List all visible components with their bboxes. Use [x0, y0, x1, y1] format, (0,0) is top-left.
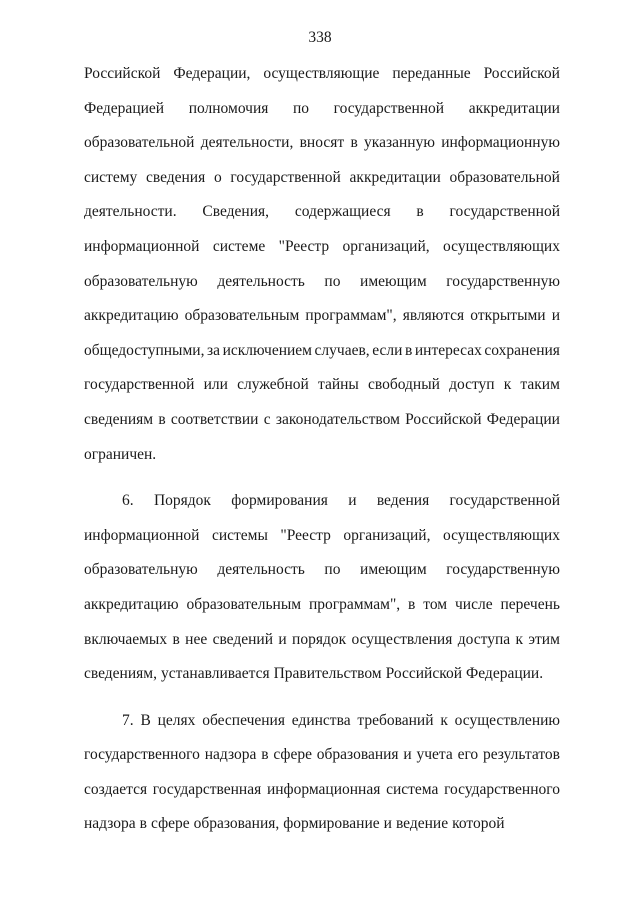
word: в	[350, 134, 358, 152]
text-line	[84, 526, 560, 561]
word: включаемых	[84, 630, 168, 648]
word: законодательством	[275, 410, 400, 428]
word: 6.	[122, 492, 134, 510]
word: информационная	[266, 780, 381, 798]
text-line	[84, 237, 560, 272]
word: сохранения	[484, 341, 560, 359]
text-line	[84, 272, 560, 307]
word: доступа	[457, 630, 511, 648]
word: осуществляющих	[442, 526, 560, 544]
word: исключением	[222, 341, 312, 359]
text-line	[84, 560, 560, 595]
word: образовательной	[84, 134, 195, 152]
word: аккредитации	[349, 168, 441, 186]
word: информационной	[84, 237, 200, 255]
text-line	[84, 99, 560, 134]
text-line	[84, 745, 560, 780]
word: свободный	[368, 376, 440, 394]
word: осуществляющие	[263, 65, 380, 82]
word: общедоступными,	[84, 341, 205, 359]
text-line	[84, 664, 560, 699]
word: государственной	[449, 492, 560, 510]
word: государственного	[84, 746, 200, 764]
word: сведениям,	[84, 665, 157, 683]
word: государственного	[444, 780, 560, 798]
word: тайны	[318, 376, 359, 394]
word: Российской	[483, 65, 560, 82]
word: числе	[455, 595, 493, 613]
paragraph	[84, 711, 560, 849]
word: аккредитации	[468, 99, 560, 117]
word: сфере	[151, 815, 190, 833]
word: доступ	[449, 376, 495, 394]
word: Федерации,	[173, 65, 251, 82]
text-line	[84, 306, 560, 341]
word: соответствии	[170, 410, 259, 428]
word: образования	[316, 746, 399, 764]
word: полномочия	[188, 99, 269, 117]
text-line	[84, 491, 560, 526]
word: имеющим	[360, 272, 427, 290]
word: сведения	[145, 168, 206, 186]
text-line	[84, 202, 560, 237]
word: порядок	[292, 630, 347, 648]
word: Федерации	[486, 410, 560, 428]
word: Федерации.	[466, 665, 544, 683]
word: образовательную	[84, 561, 198, 579]
word: деятельность	[217, 561, 305, 579]
word: обеспечения	[202, 711, 285, 729]
word: программам",	[305, 307, 397, 325]
text-line	[84, 814, 560, 849]
word: государственной	[333, 99, 445, 117]
word: если	[372, 341, 403, 359]
word: государственная	[152, 780, 262, 798]
word: системе	[212, 237, 266, 255]
word: служебной	[237, 376, 309, 394]
word: программам",	[308, 595, 401, 613]
word: переданные	[392, 65, 471, 82]
word: учета	[416, 746, 453, 764]
text-line	[84, 168, 560, 203]
word: образовательным	[184, 307, 300, 325]
text-line	[84, 375, 560, 410]
text-line	[84, 711, 560, 746]
word: и	[403, 746, 412, 764]
word: ведение	[395, 815, 449, 833]
word: образовательным	[186, 595, 302, 613]
word: аккредитацию	[84, 595, 179, 613]
word: "Реестр	[278, 237, 330, 255]
paragraph-gap	[84, 479, 560, 491]
word: организаций,	[343, 526, 431, 544]
word: надзора	[204, 746, 257, 764]
text-line	[84, 341, 560, 376]
word: требований	[357, 711, 434, 729]
text-line	[84, 133, 560, 168]
text-line	[84, 595, 560, 630]
word: в	[139, 815, 147, 833]
word: деятельности,	[200, 134, 294, 152]
word: образовательной	[449, 168, 560, 186]
word: интересах	[414, 341, 482, 359]
word: том	[423, 595, 448, 613]
word: создается	[84, 780, 148, 798]
word: о	[213, 168, 222, 186]
word: государственную	[446, 561, 560, 579]
word: перечень	[500, 595, 560, 613]
word: образовательную	[84, 272, 198, 290]
word: единства	[291, 711, 351, 729]
word: к	[503, 376, 512, 394]
word: формирование	[283, 815, 380, 833]
word: и	[348, 492, 357, 510]
text-line	[84, 410, 560, 445]
word: к	[515, 630, 524, 648]
word: или	[203, 376, 228, 394]
page-number: 338	[308, 29, 332, 46]
word: сфере	[273, 746, 312, 764]
word: государственной	[449, 203, 560, 221]
word: осуществления	[351, 630, 453, 648]
word: в	[404, 341, 413, 359]
text-line	[84, 630, 560, 665]
word: осуществлению	[454, 711, 560, 729]
word: государственной	[84, 376, 195, 394]
word: в	[416, 203, 424, 221]
word: деятельности.	[84, 203, 177, 221]
word: осуществляющих	[443, 237, 560, 255]
word: Федерацией	[84, 99, 165, 117]
word: за	[207, 341, 221, 359]
word: в	[158, 410, 166, 428]
word: случаев,	[314, 341, 370, 359]
word: по	[324, 272, 341, 290]
word: по	[324, 561, 341, 579]
word: его	[457, 746, 479, 764]
word: Российской	[385, 665, 463, 683]
word: ограничен.	[84, 445, 157, 463]
paragraph	[84, 491, 560, 699]
text-line	[84, 445, 560, 480]
word: которой	[452, 815, 505, 833]
paragraph	[84, 64, 560, 479]
document-body	[84, 64, 560, 849]
word: 7.	[122, 711, 134, 729]
word: деятельность	[217, 272, 305, 290]
word: указанную	[364, 134, 435, 152]
word: по	[292, 99, 310, 117]
word: системы	[211, 526, 268, 544]
word: Сведения,	[202, 203, 270, 221]
word: Российской	[84, 65, 161, 82]
word: В	[140, 711, 151, 729]
text-line	[84, 780, 560, 815]
paragraph-gap	[84, 699, 560, 711]
word: сведениям	[84, 410, 154, 428]
word: Российской	[405, 410, 482, 428]
word: нее	[185, 630, 208, 648]
word: таким	[520, 376, 560, 394]
word: этим	[528, 630, 560, 648]
word: организаций,	[342, 237, 430, 255]
word: и	[551, 307, 560, 325]
word: государственной	[230, 168, 341, 186]
word: формирования	[231, 492, 328, 510]
word: в	[261, 746, 269, 764]
word: и	[278, 630, 287, 648]
word: являются	[402, 307, 465, 325]
word: ведения	[376, 492, 430, 510]
word: "Реестр	[280, 526, 331, 544]
word: открытыми	[470, 307, 546, 325]
word: надзора	[84, 815, 136, 833]
word: информационную	[441, 134, 560, 152]
word: образования,	[193, 815, 280, 833]
word: с	[263, 410, 271, 428]
word: и	[383, 815, 392, 833]
word: Правительством	[273, 665, 382, 683]
word: сведений	[212, 630, 274, 648]
word: информационной	[84, 526, 200, 544]
word: система	[386, 780, 439, 798]
text-line	[84, 64, 560, 99]
word: устанавливается	[160, 665, 270, 683]
word: в	[408, 595, 416, 613]
word: к	[440, 711, 448, 729]
word: имеющим	[360, 561, 427, 579]
word: аккредитацию	[84, 307, 179, 325]
word: систему	[84, 168, 138, 186]
word: в	[172, 630, 180, 648]
word: Порядок	[153, 492, 211, 510]
word: целях	[157, 711, 196, 729]
word: результатов	[482, 746, 560, 764]
word: государственную	[446, 272, 560, 290]
word: содержащиеся	[294, 203, 391, 221]
word: вносят	[299, 134, 345, 152]
